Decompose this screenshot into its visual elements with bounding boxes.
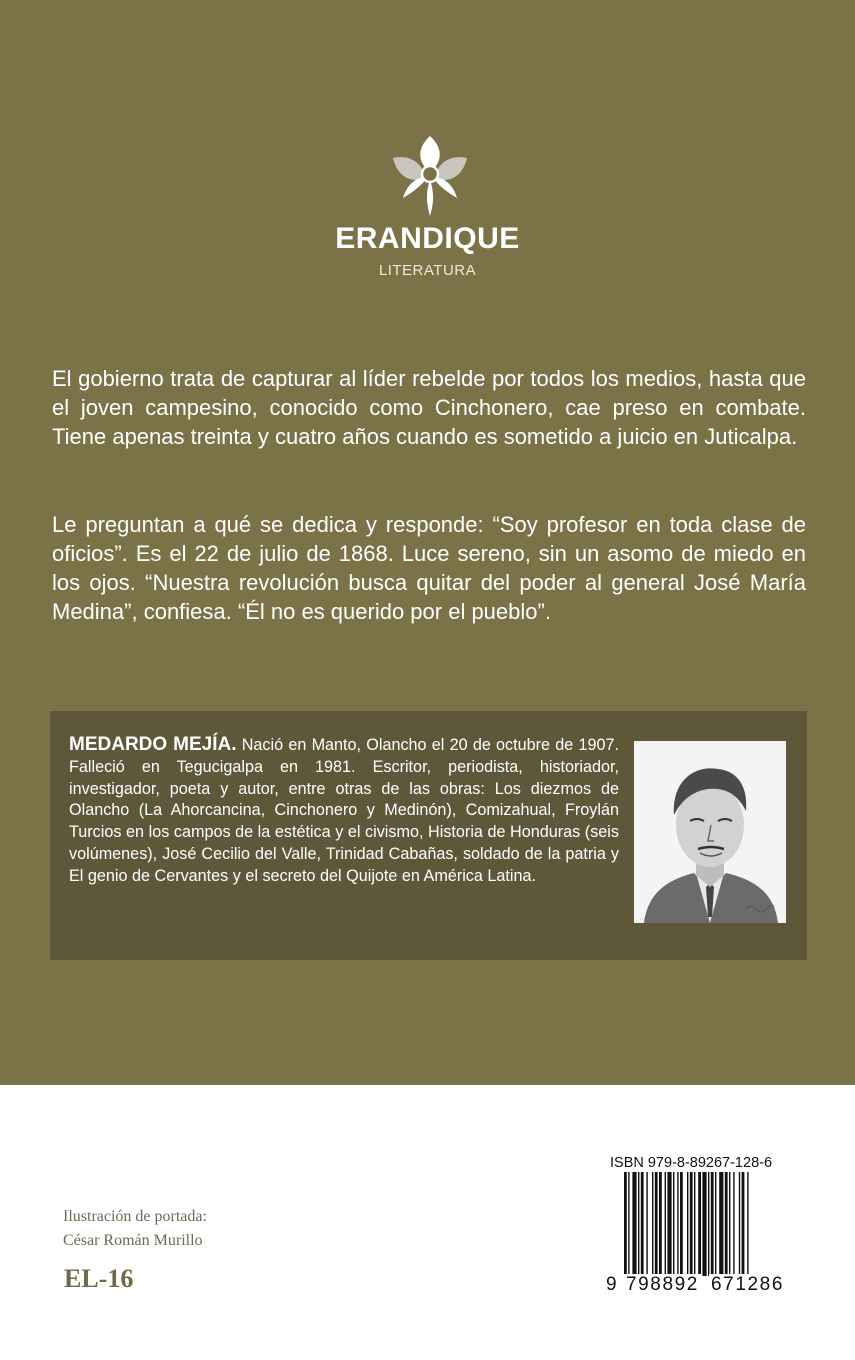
barcode-bar xyxy=(632,1172,636,1276)
barcode-bar xyxy=(638,1172,639,1276)
isbn-label: ISBN 979-8-89267-128-6 xyxy=(610,1155,773,1171)
barcode-bar xyxy=(733,1172,734,1276)
barcode-bar xyxy=(665,1172,666,1276)
cover-illustrator-name: César Román Murillo xyxy=(63,1232,203,1249)
barcode-bar xyxy=(680,1172,683,1276)
barcode-bar xyxy=(646,1172,647,1276)
barcode-bar xyxy=(624,1172,627,1290)
barcode-bar xyxy=(747,1172,748,1290)
synopsis-paragraph: Le preguntan a qué se dedica y responde: “Soy profesor en toda clase de oficios”. Es el 22 de julio de 1868. Luce sereno, sin un asomo de miedo en los ojos. “Nuestra revolución busca quitar del poder al general José María Medina”, confiesa. “Él no es querido por el pueblo”. xyxy=(52,512,806,624)
barcode-bar xyxy=(694,1172,695,1276)
flower-logo-icon xyxy=(387,132,473,218)
barcode-bar xyxy=(729,1172,730,1276)
barcode-bar xyxy=(739,1172,740,1276)
barcode-digit-lead: 9 xyxy=(606,1274,617,1295)
cover-illustration-label: Ilustración de portada: xyxy=(63,1208,207,1225)
synopsis-paragraph: El gobierno trata de capturar al líder rebelde por todos los medios, hasta que el joven campesino, conocido como Cinchonero, cae preso en combate. Tiene apenas treinta y cuatro años cuando es sometido a juicio en Juticalpa. xyxy=(52,366,806,449)
publisher-name: ERANDIQUE xyxy=(335,222,520,255)
barcode-digits-left: 798892 xyxy=(625,1274,699,1295)
barcode-bar xyxy=(652,1172,653,1276)
author-bio-text: Nació en Manto, Olancho el 20 de octubre de 1907. Falleció en Tegucigalpa en 1981. Escritor, periodista, historiador, investigador, poeta y autor, entre otras de las obras: Los diezmos de Olancho (La Ahorcancina, Cinchonero y Medinón), Comizahual, Froylán Turcios en los campos de la estética y el civismo, Historia de Honduras (seis volúmenes), José Cecilio del Valle, Trinidad Cabañas, soldado de la patria y El genio de Cervantes y el secreto del Quijote en América Latina. xyxy=(69,736,619,885)
author-name: MEDARDO MEJÍA. xyxy=(69,734,237,755)
barcode-bar xyxy=(687,1172,688,1290)
barcode-bar xyxy=(742,1172,745,1276)
author-bio-box xyxy=(50,711,807,960)
barcode-bar xyxy=(655,1172,658,1276)
barcode-bar xyxy=(628,1172,629,1290)
barcode-bar xyxy=(690,1172,693,1290)
barcode-bar xyxy=(702,1172,706,1276)
barcode-bar xyxy=(698,1172,701,1276)
barcode-bar xyxy=(708,1172,709,1276)
barcode-bar xyxy=(667,1172,671,1276)
barcode-bar xyxy=(711,1172,714,1276)
publisher-imprint: LITERATURA xyxy=(378,262,477,279)
barcode-digits-right: 671286 xyxy=(710,1274,784,1295)
barcode-bar xyxy=(659,1172,662,1276)
barcode-bar xyxy=(719,1172,723,1276)
barcode-digits xyxy=(606,1274,786,1296)
barcode-bar xyxy=(673,1172,674,1276)
collection-code: EL-16 xyxy=(64,1264,134,1293)
barcode-bar xyxy=(677,1172,678,1276)
barcode-bar xyxy=(641,1172,644,1276)
author-portrait-image xyxy=(634,741,786,923)
barcode-bar xyxy=(715,1172,716,1276)
author-bio xyxy=(69,734,619,888)
barcode-bar xyxy=(725,1172,728,1276)
